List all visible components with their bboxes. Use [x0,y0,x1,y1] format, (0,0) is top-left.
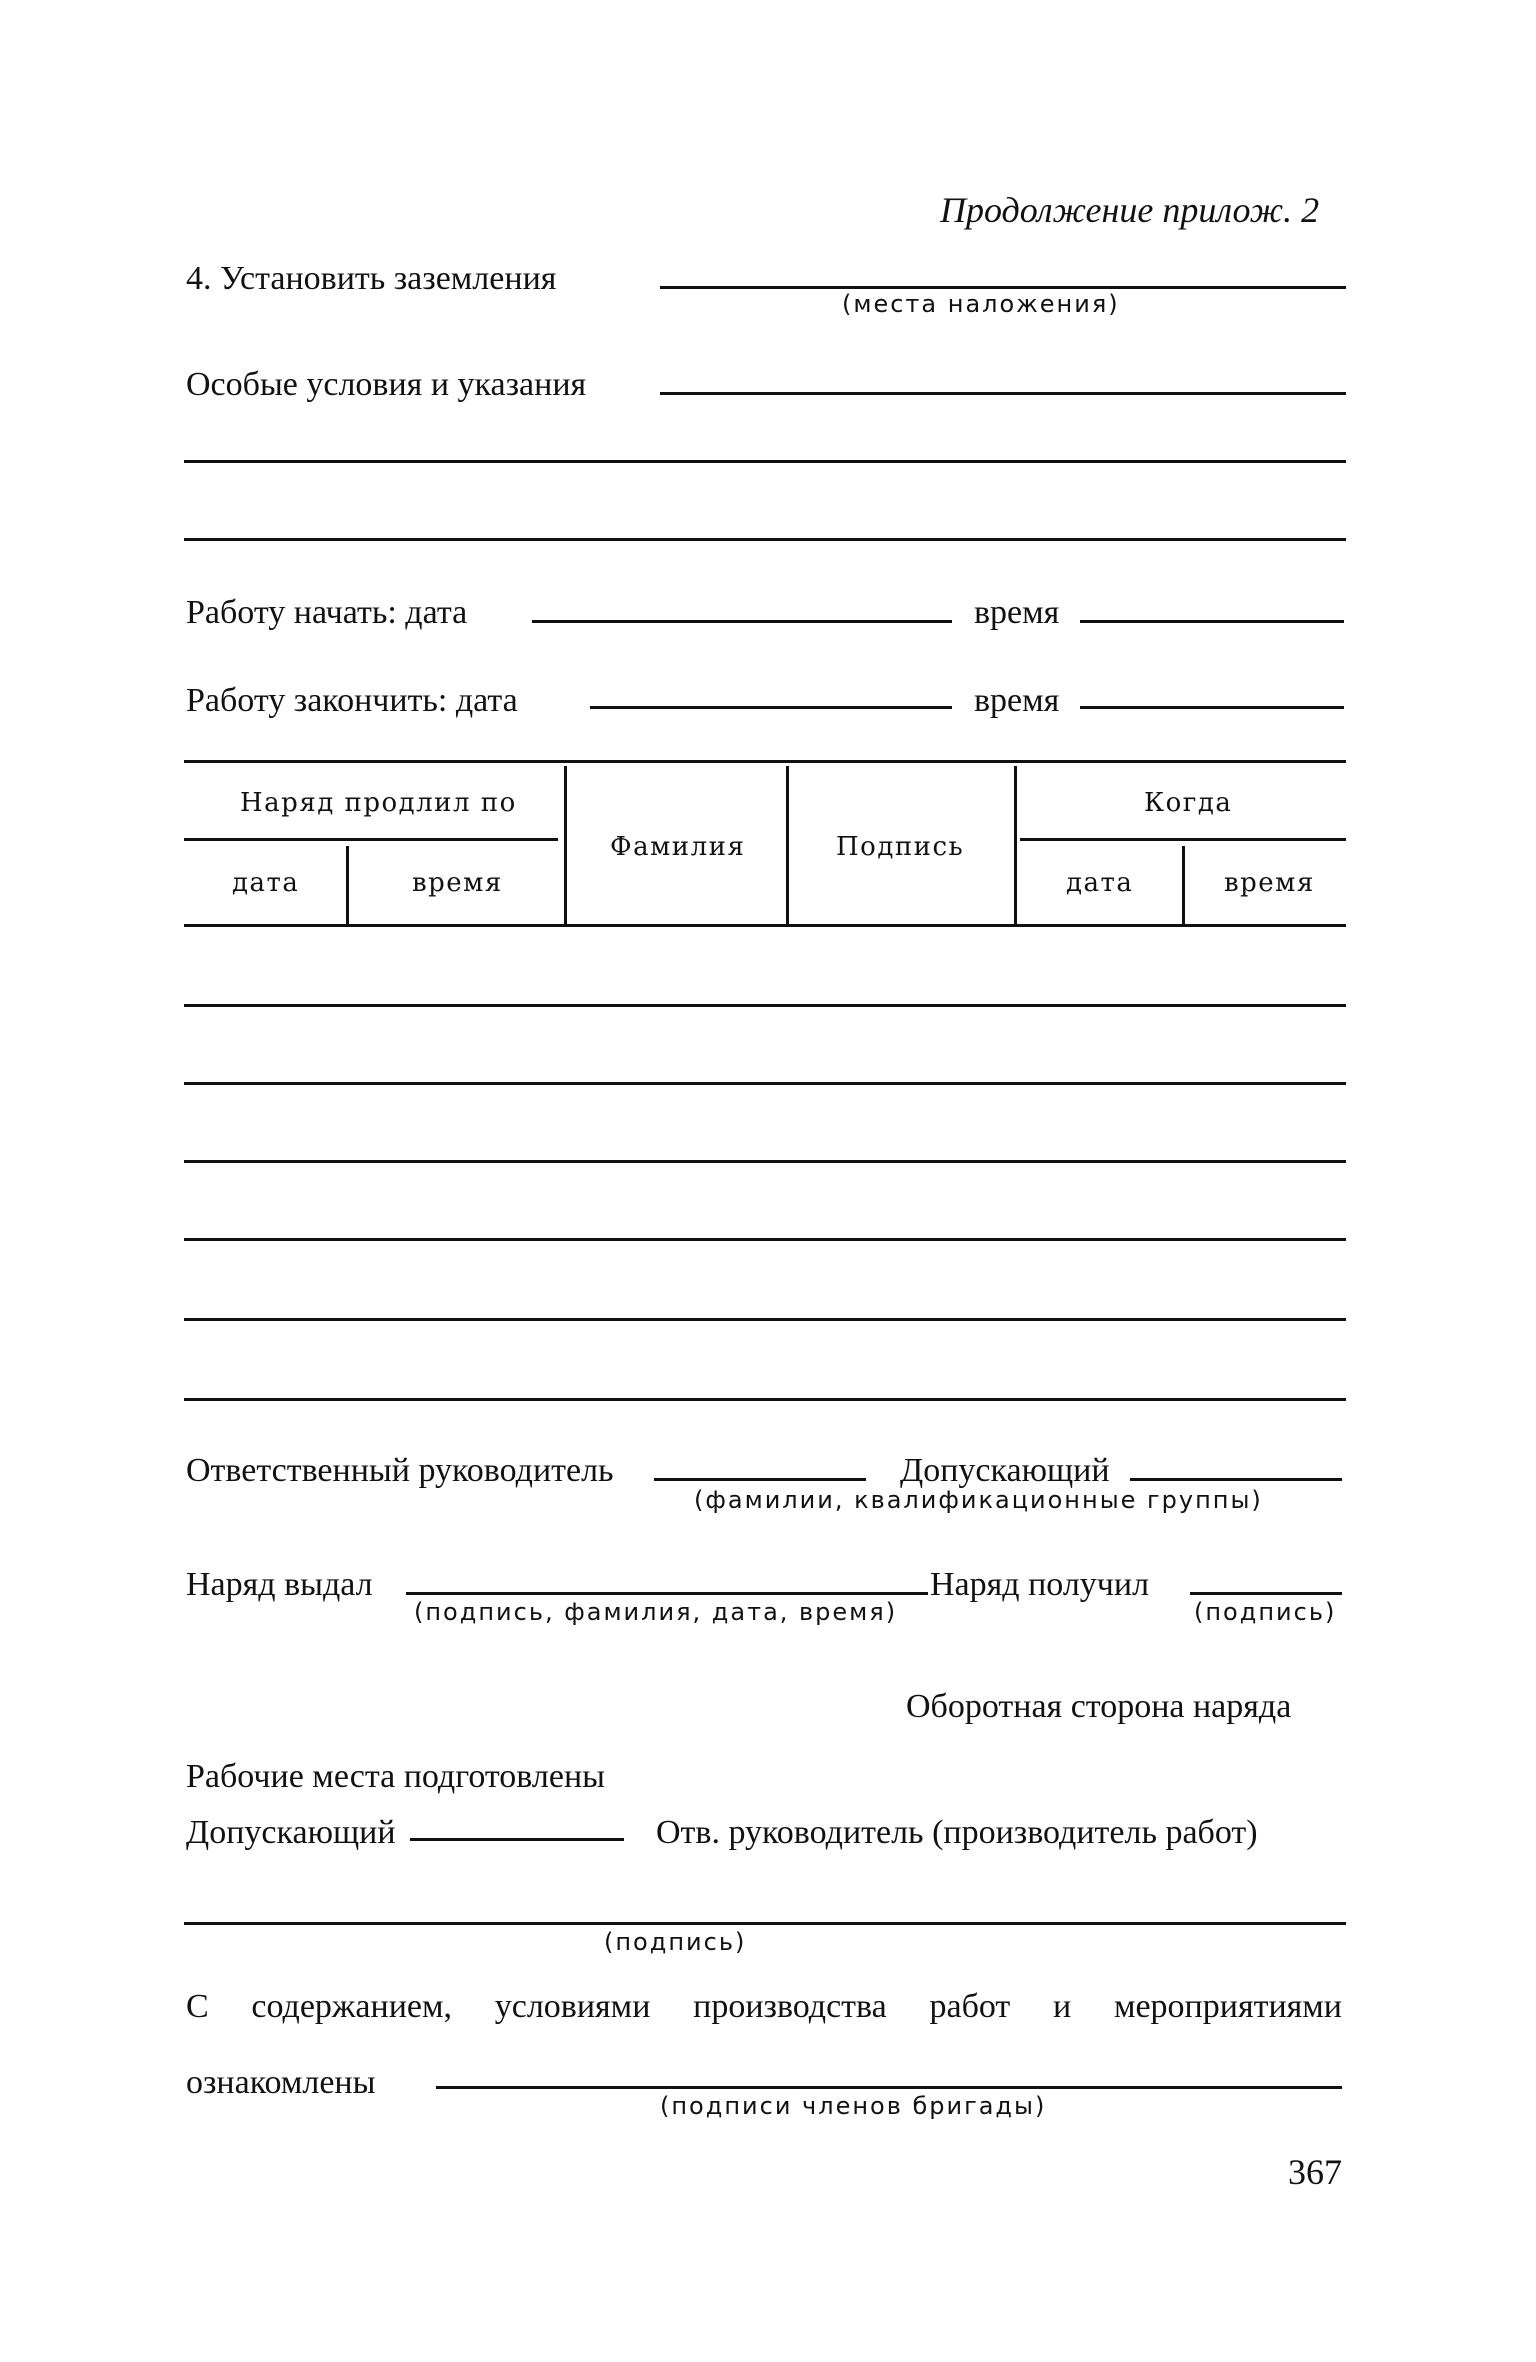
blank-row-line [184,1160,1346,1163]
blank-row-line [184,1398,1346,1401]
crew-caption: (подписи членов бригады) [660,2092,1047,2120]
reverse-admitting-line [410,1838,624,1841]
special-conditions-line [660,392,1346,395]
crew-signature-line [436,2086,1342,2089]
col-signature: Подпись [836,832,965,862]
work-start-time-label: время [974,594,1060,631]
blank-row-line [184,1004,1346,1007]
received-line [1190,1592,1342,1595]
page-number: 367 [1288,2152,1342,2192]
col-when-date: дата [1066,868,1134,898]
continuation-header: Продолжение прилож. 2 [940,190,1320,230]
admitting-label: Допускающий [900,1452,1110,1489]
col-extended-time: время [412,868,503,898]
col-surname: Фамилия [610,832,746,862]
received-label: Наряд получил [930,1566,1150,1603]
blank-row-line [184,1318,1346,1321]
responsible-caption: (фамилии, квалификационные группы) [694,1486,1263,1514]
grounding-label: 4. Установить заземления [186,260,557,297]
col-extended-date: дата [232,868,300,898]
admitting-line [1130,1478,1342,1481]
reverse-signature-line [184,1922,1346,1925]
reverse-title: Оборотная сторона наряда [906,1688,1292,1725]
blank-row-line [184,1082,1346,1085]
col-when: Когда [1144,788,1233,818]
work-start-time-line [1080,620,1344,623]
special-conditions-line-2 [184,460,1346,463]
work-start-date-line [532,620,952,623]
reverse-responsible-label: Отв. руководитель (производитель работ) [656,1814,1258,1851]
acquainted-line-1: С содержанием, условиями производства работ и мероприятиями [186,1988,1342,2025]
issued-label: Наряд выдал [186,1566,373,1603]
work-end-time-line [1080,706,1344,709]
received-caption: (подпись) [1194,1598,1337,1626]
prepared-label: Рабочие места подготовлены [186,1758,605,1795]
reverse-admitting-label: Допускающий [186,1814,396,1851]
responsible-line [654,1478,866,1481]
work-end-time-label: время [974,682,1060,719]
grounding-line [660,286,1346,289]
blank-row-line [184,1238,1346,1241]
grounding-caption: (места наложения) [842,290,1120,318]
col-extended: Наряд продлил по [240,788,517,818]
issued-line [406,1592,928,1595]
responsible-label: Ответственный руководитель [186,1452,614,1489]
work-start-label: Работу начать: дата [186,594,468,631]
special-conditions-line-3 [184,538,1346,541]
col-when-time: время [1224,868,1315,898]
reverse-signature-caption: (подпись) [604,1928,747,1956]
issued-caption: (подпись, фамилия, дата, время) [414,1598,898,1626]
special-conditions-label: Особые условия и указания [186,366,587,403]
acquainted-line-2: ознакомлены [186,2064,376,2101]
work-end-date-line [590,706,952,709]
work-end-label: Работу закончить: дата [186,682,518,719]
